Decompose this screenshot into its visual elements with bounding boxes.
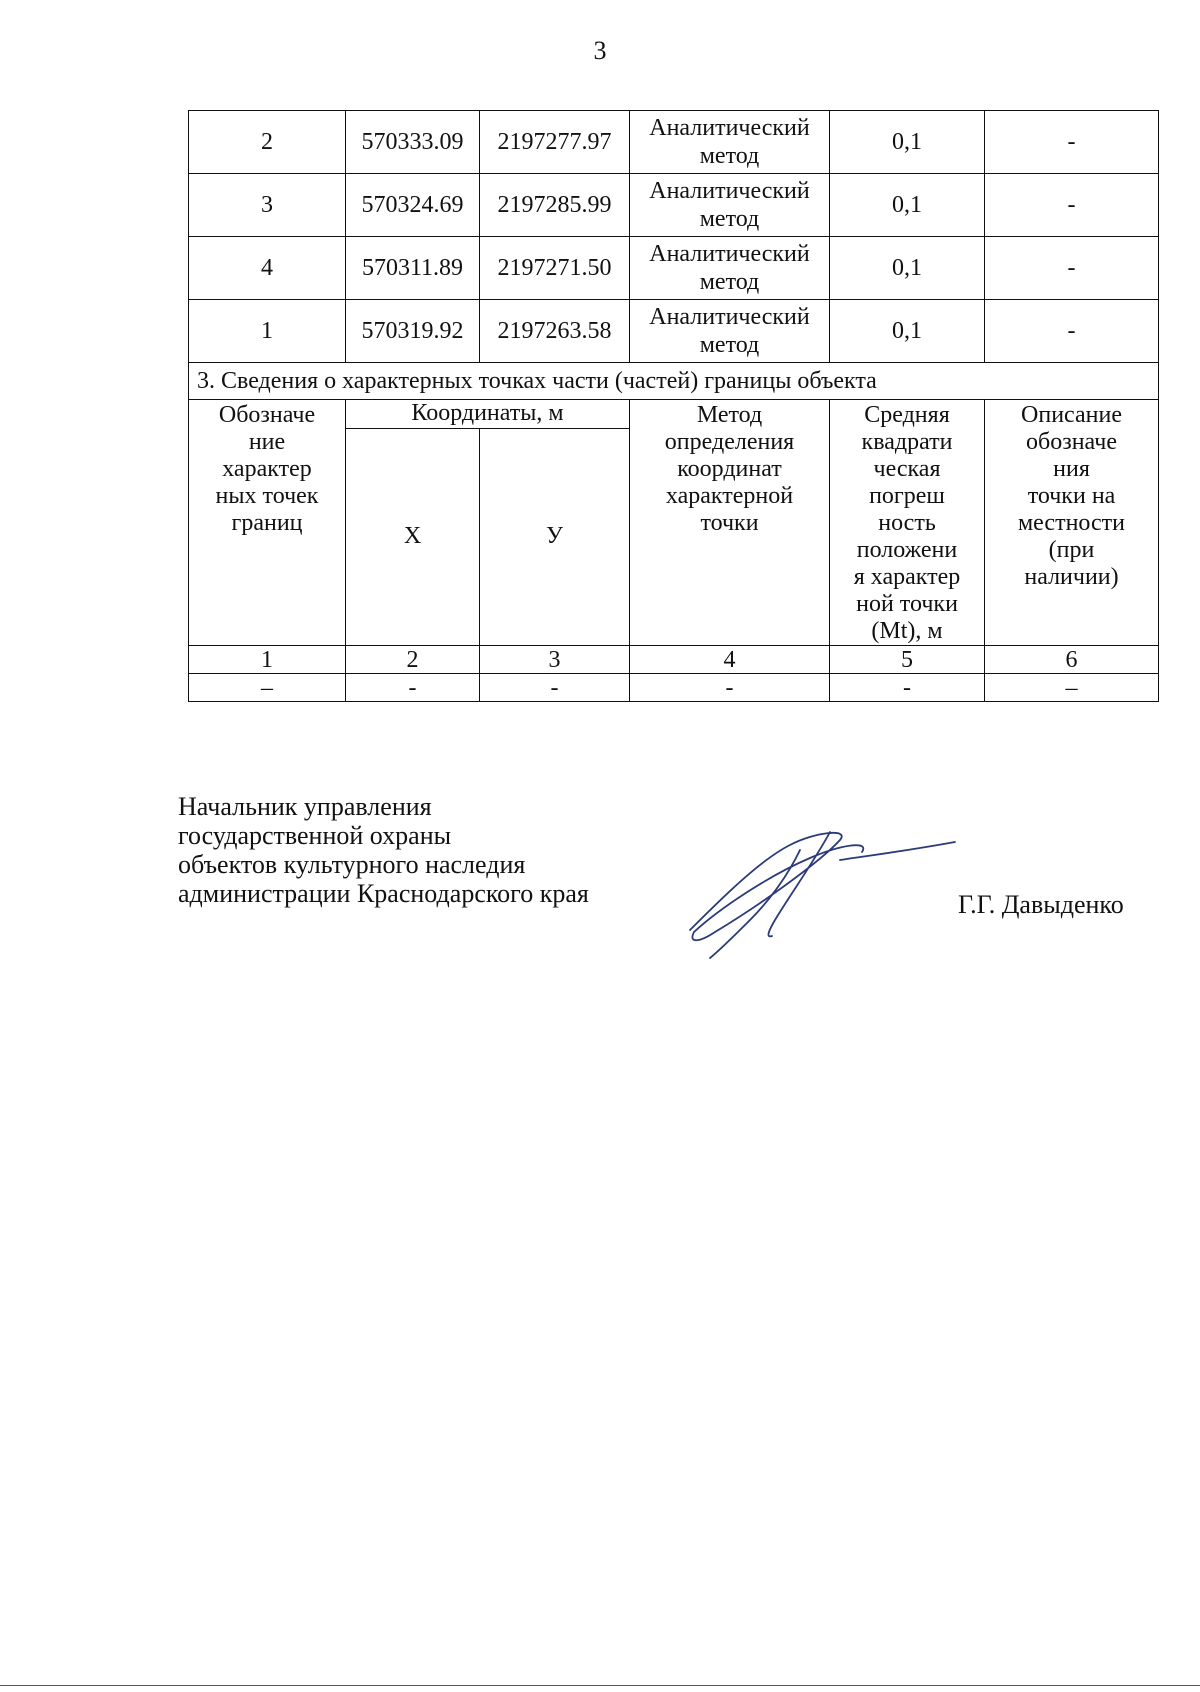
header-line: координат: [677, 456, 782, 482]
header-line: я характер: [853, 564, 961, 590]
description-cell: -: [985, 174, 1159, 237]
column-number: 2: [346, 646, 480, 674]
description-cell: -: [985, 300, 1159, 363]
empty-cell: -: [830, 674, 985, 702]
section-title: 3. Сведения о характерных точках части (частей) границы объекта: [189, 363, 1159, 400]
column-number: 4: [630, 646, 830, 674]
header-line: границ: [231, 510, 303, 536]
signature-stroke: [768, 832, 830, 936]
x-cell: 570311.89: [346, 237, 480, 300]
header-line: ной точки: [856, 591, 958, 617]
header-line: обозначе: [1026, 429, 1117, 455]
point-cell: 1: [189, 300, 346, 363]
coordinates-table: [188, 110, 1159, 702]
header-line: точки: [700, 510, 759, 536]
error-cell: 0,1: [830, 300, 985, 363]
signature-stroke: [690, 833, 863, 940]
table-row: [189, 674, 1159, 702]
method-line: Аналитический: [649, 241, 810, 267]
description-cell: -: [985, 111, 1159, 174]
header-line: погреш: [869, 483, 945, 509]
signatory-position: [178, 792, 589, 908]
table-row: [189, 174, 1159, 237]
header-line: (Mt), м: [871, 618, 943, 644]
header-line: наличии): [1024, 564, 1119, 590]
error-cell: 0,1: [830, 174, 985, 237]
error-cell: 0,1: [830, 111, 985, 174]
point-cell: 4: [189, 237, 346, 300]
method-cell: [630, 300, 830, 363]
header-line: определения: [664, 429, 795, 455]
column-number-row: [189, 646, 1159, 674]
empty-cell: -: [346, 674, 480, 702]
y-cell: 2197271.50: [480, 237, 630, 300]
header-point-designation: [189, 400, 346, 646]
point-cell: 3: [189, 174, 346, 237]
x-cell: 570319.92: [346, 300, 480, 363]
header-error: [830, 400, 985, 646]
page-number: 3: [593, 36, 607, 65]
empty-cell: -: [480, 674, 630, 702]
header-line: ния: [1053, 456, 1090, 482]
signature-strokes: [690, 832, 955, 958]
description-cell: -: [985, 237, 1159, 300]
position-line: государственной охраны: [178, 821, 452, 850]
method-line: метод: [699, 206, 760, 232]
header-line: Обозначе: [218, 402, 316, 428]
header-line: ние: [248, 429, 286, 455]
method-cell: [630, 174, 830, 237]
header-coordinates: Координаты, м: [346, 400, 630, 429]
method-cell: [630, 237, 830, 300]
table-row: [189, 111, 1159, 174]
handwritten-signature: [680, 820, 960, 960]
header-x: X: [346, 428, 480, 645]
header-line: ность: [878, 510, 936, 536]
footer-divider: [0, 1685, 1200, 1686]
y-cell: 2197263.58: [480, 300, 630, 363]
empty-cell: –: [189, 674, 346, 702]
empty-cell: -: [630, 674, 830, 702]
header-line: ных точек: [215, 483, 319, 509]
table-row: [189, 300, 1159, 363]
section-title-row: [189, 363, 1159, 400]
method-line: Аналитический: [649, 178, 810, 204]
signer-name: Г.Г. Давыденко: [958, 890, 1124, 919]
y-cell: 2197285.99: [480, 174, 630, 237]
method-line: метод: [699, 332, 760, 358]
method-line: Аналитический: [649, 115, 810, 141]
column-number: 5: [830, 646, 985, 674]
method-cell: [630, 111, 830, 174]
point-cell: 2: [189, 111, 346, 174]
header-line: квадрати: [861, 429, 953, 455]
y-cell: 2197277.97: [480, 111, 630, 174]
header-line: ческая: [873, 456, 941, 482]
position-line: администрации Краснодарского края: [178, 879, 589, 908]
empty-cell: –: [985, 674, 1159, 702]
header-line: Описание: [1021, 402, 1122, 428]
header-y: У: [480, 428, 630, 645]
header-line: характер: [222, 456, 312, 482]
table-row: [189, 237, 1159, 300]
column-number: 6: [985, 646, 1159, 674]
header-line: точки на: [1027, 483, 1116, 509]
header-method: [630, 400, 830, 646]
x-cell: 570324.69: [346, 174, 480, 237]
column-number: 1: [189, 646, 346, 674]
header-line: местности: [1017, 510, 1125, 536]
position-line: Начальник управления: [178, 792, 432, 821]
method-line: метод: [699, 269, 760, 295]
error-cell: 0,1: [830, 237, 985, 300]
signature-stroke: [710, 850, 800, 958]
header-description: [985, 400, 1159, 646]
column-number: 3: [480, 646, 630, 674]
header-line: Метод: [696, 402, 763, 428]
header-row: [189, 400, 1159, 429]
header-line: положени: [856, 537, 958, 563]
header-line: (при: [1048, 537, 1095, 563]
method-line: метод: [699, 143, 760, 169]
method-line: Аналитический: [649, 304, 810, 330]
header-line: характерной: [665, 483, 794, 509]
header-line: Средняя: [864, 402, 950, 428]
position-line: объектов культурного наследия: [178, 850, 526, 879]
x-cell: 570333.09: [346, 111, 480, 174]
